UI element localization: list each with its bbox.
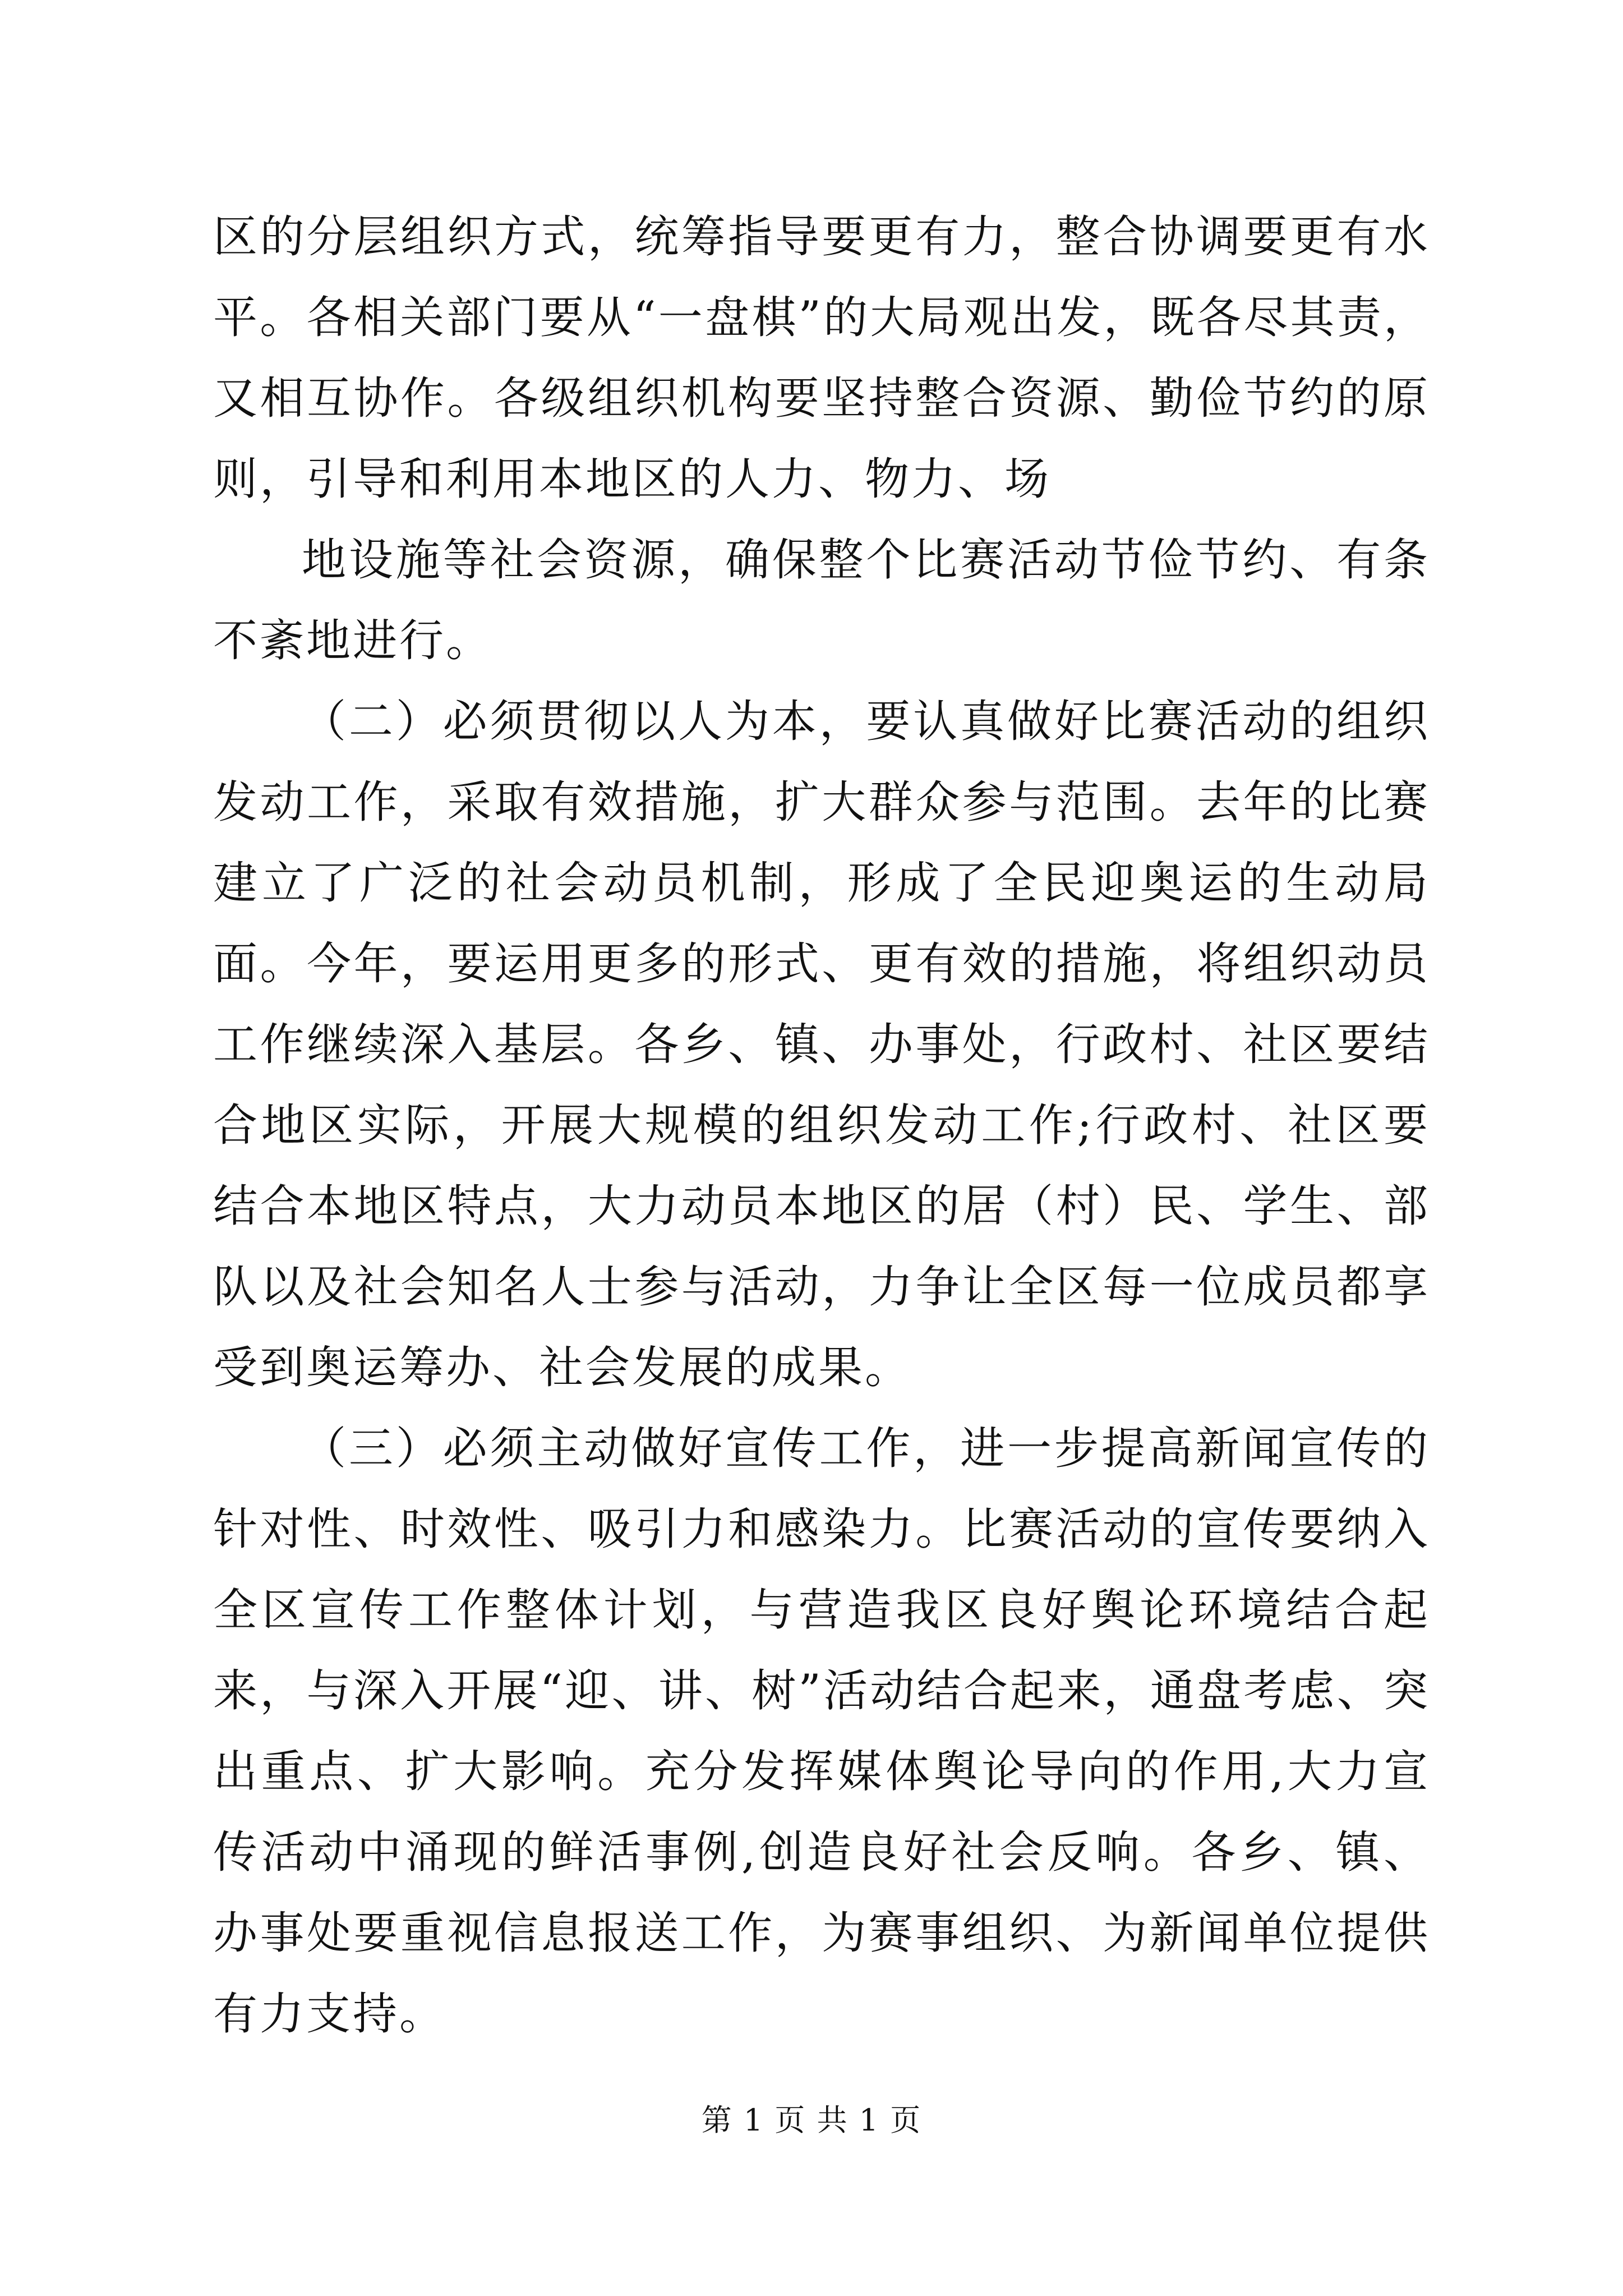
page-number-footer: 第 1 页 共 1 页 [701, 2102, 922, 2138]
document-body [213, 196, 1430, 2054]
paragraph-4: （三）必须主动做好宣传工作，进一步提高新闻宣传的针对性、时效性、吸引力和感染力。比赛活动的宣传要纳入全区宣传工作整体计划，与营造我区良好舆论环境结合起来，与深入开展“迎、讲、树”活动结合起来，通盘考虑、突出重点、扩大影响。充分发挥媒体舆论导向的作用,大力宣传活动中涌现的鲜活事例,创造良好社会反响。各乡、镇、办事处要重视信息报送工作，为赛事组织、为新闻单位提供有力支持。 [213, 1423, 1430, 2040]
paragraph-1: 区的分层组织方式，统筹指导要更有力，整合协调要更有水平。各相关部门要从“一盘棋”的大局观出发，既各尽其责，又相互协作。各级组织机构要坚持整合资源、勤俭节约的原则，引导和利用本地区的人力、物力、场 [213, 211, 1430, 505]
paragraph-2: 地设施等社会资源，确保整个比赛活动节俭节约、有条不紊地进行。 [213, 534, 1430, 666]
paragraph-3: （二）必须贯彻以人为本，要认真做好比赛活动的组织发动工作，采取有效措施，扩大群众参与范围。去年的比赛建立了广泛的社会动员机制，形成了全民迎奥运的生动局面。今年，要运用更多的形式、更有效的措施，将组织动员工作继续深入基层。各乡、镇、办事处，行政村、社区要结合地区实际，开展大规模的组织发动工作;行政村、社区要结合本地区特点，大力动员本地区的居（村）民、学生、部队以及社会知名人士参与活动，力争让全区每一位成员都享受到奥运筹办、社会发展的成果。 [213, 696, 1430, 1393]
